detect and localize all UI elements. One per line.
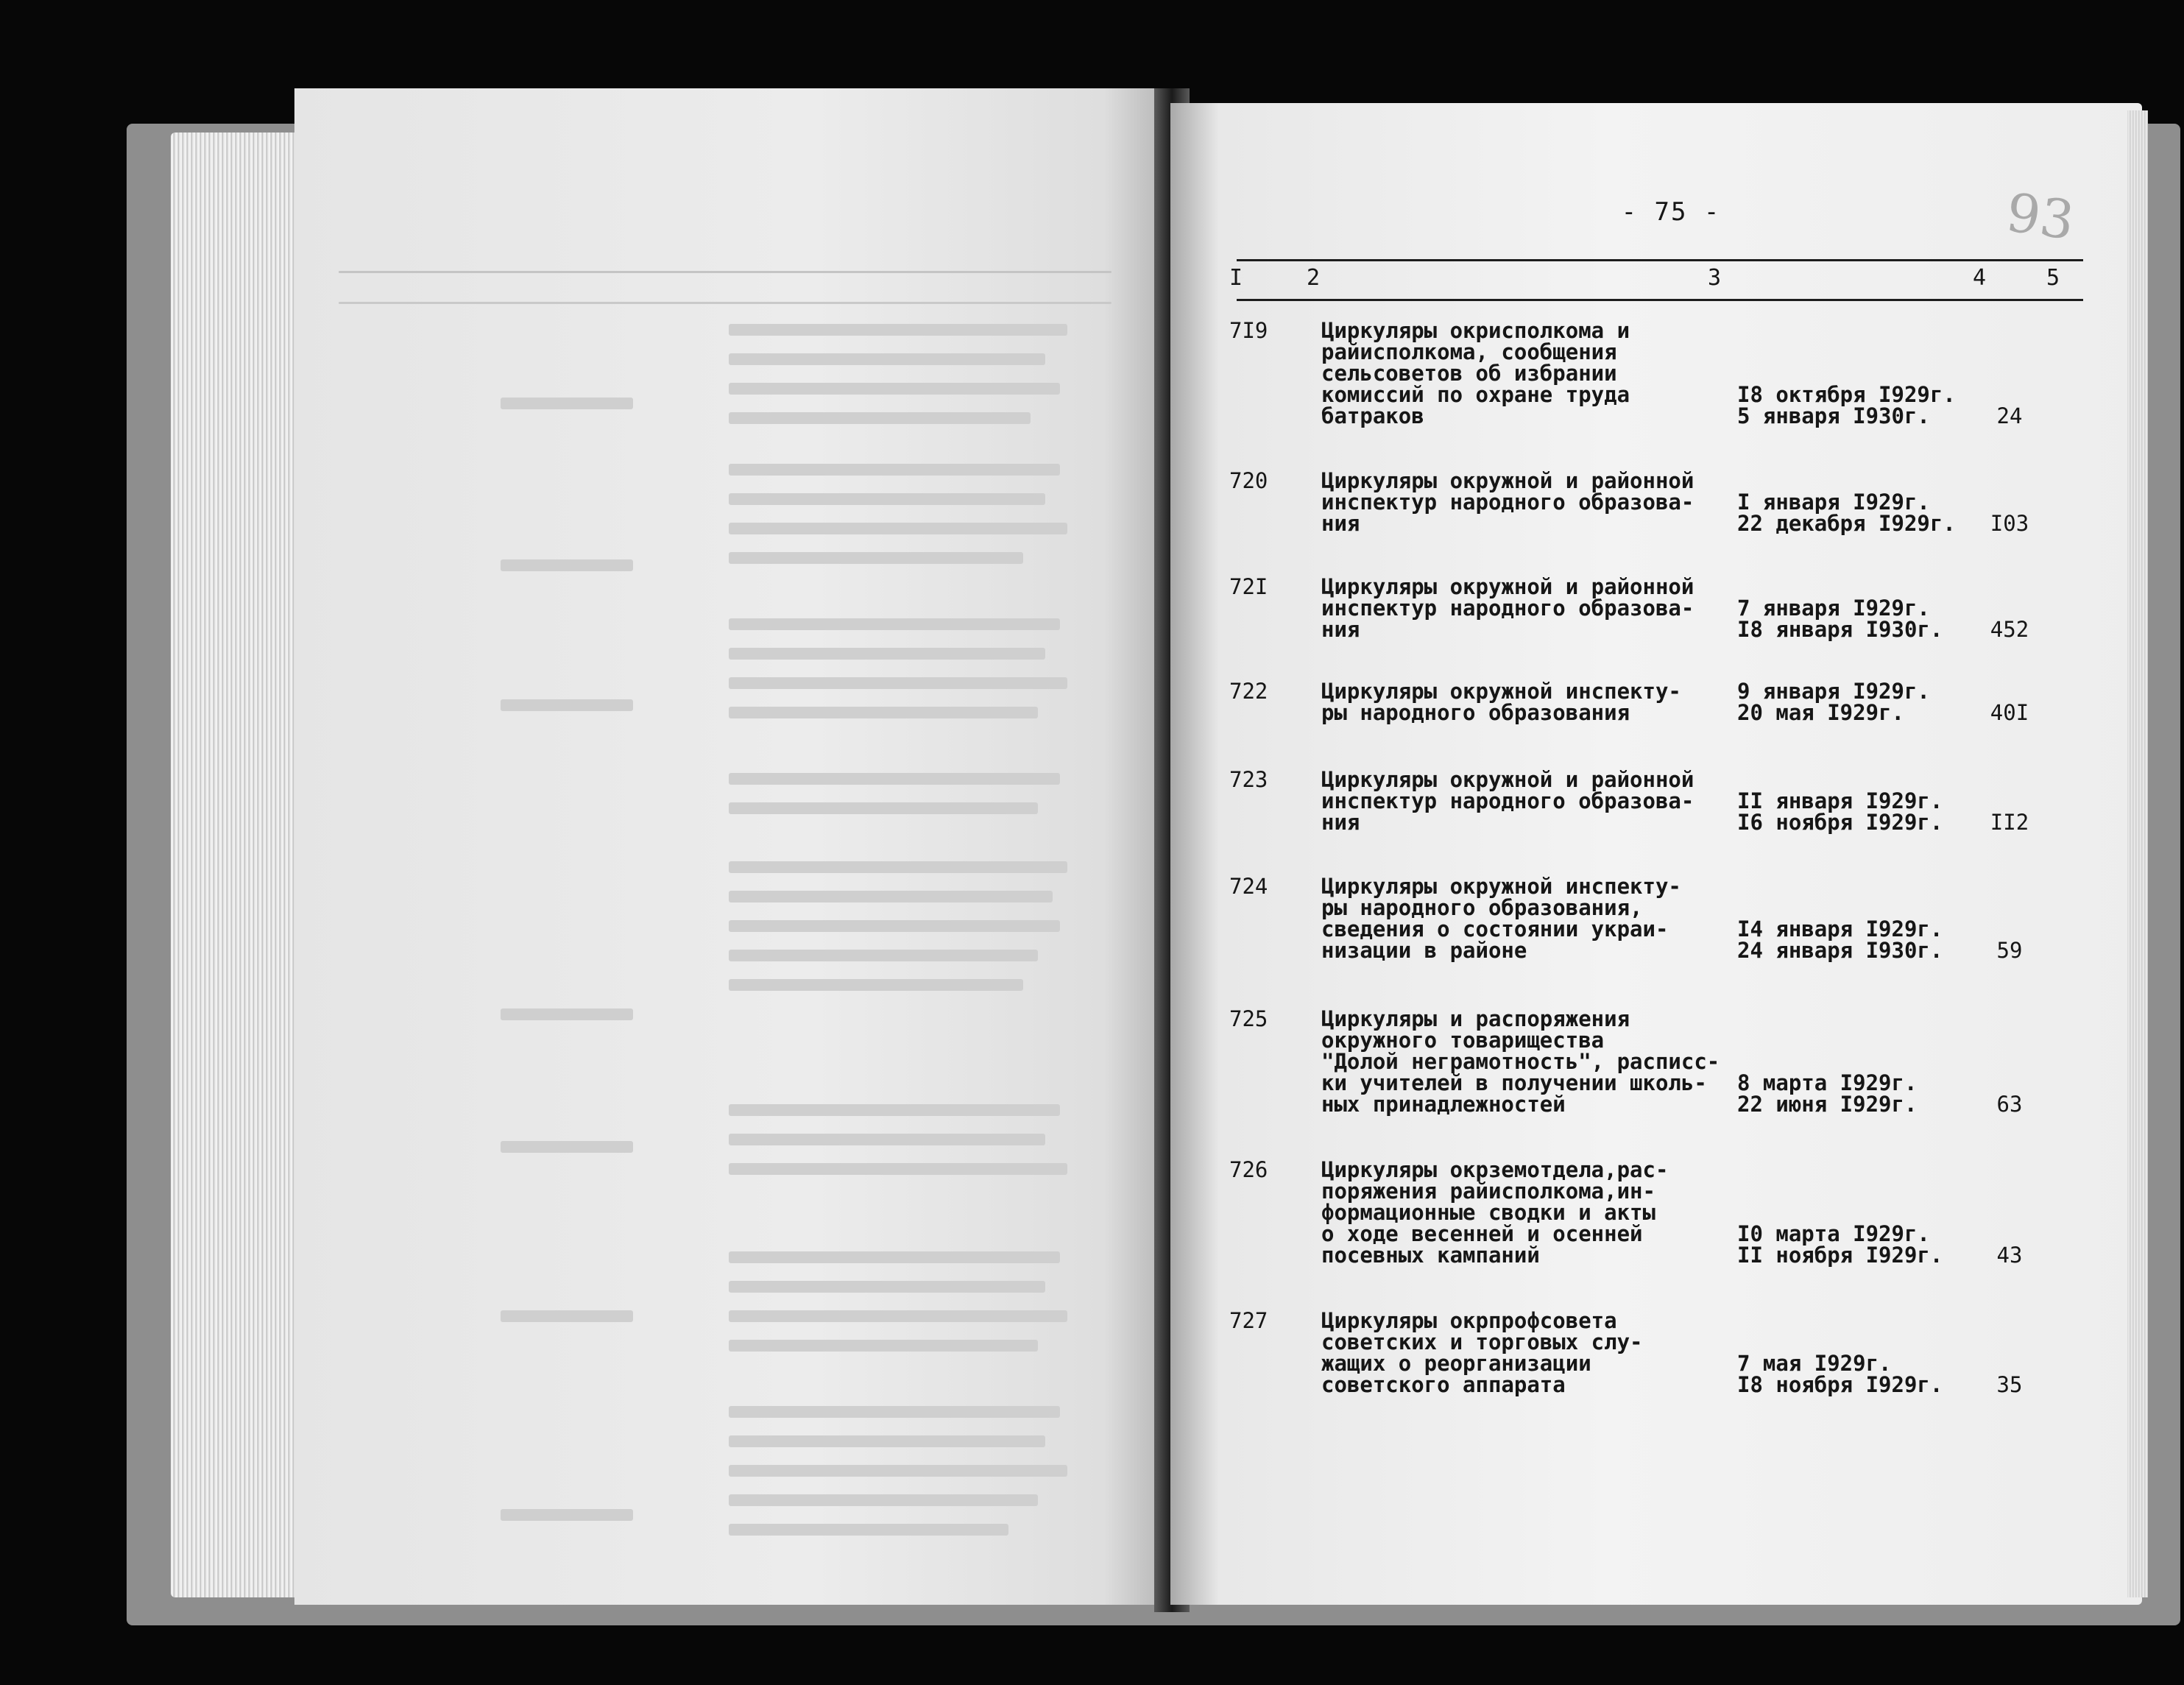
entry-sheet-count: 63 bbox=[1996, 1092, 2023, 1117]
entry-sheet-count: 59 bbox=[1996, 938, 2023, 963]
entry-dates: 7 мая I929г. I8 ноября I929г. bbox=[1737, 1351, 1943, 1397]
left-page bbox=[294, 88, 1156, 1605]
column-5-label: 5 bbox=[2046, 265, 2060, 291]
entry-sheet-count: 35 bbox=[1996, 1372, 2023, 1397]
entry-number: 720 bbox=[1229, 468, 1268, 493]
entry-number: 727 bbox=[1229, 1308, 1268, 1333]
entry-dates: I4 января I929г. 24 января I930г. bbox=[1737, 916, 1943, 963]
entry-dates: II января I929г. I6 ноября I929г. bbox=[1737, 788, 1943, 835]
column-2-label: 2 bbox=[1307, 265, 1321, 291]
column-3-label: 3 bbox=[1708, 265, 1722, 291]
entry-number: 72I bbox=[1229, 574, 1268, 599]
entry-description: Циркуляры окружной и районной инспектур народного образова- ния bbox=[1321, 468, 1694, 536]
entry-dates: I8 октября I929г. 5 января I930г. bbox=[1737, 382, 1956, 428]
entry-sheet-count: II2 bbox=[1990, 810, 2029, 835]
entry-number: 723 bbox=[1229, 767, 1268, 792]
entry-dates: 9 января I929г. 20 мая I929г. bbox=[1737, 679, 1930, 725]
entry-description: Циркуляры окрпрофсовета советских и торговых слу- жащих о реорганизации советского аппарата bbox=[1321, 1308, 1643, 1397]
column-1-label: I bbox=[1229, 265, 1243, 291]
entry-number: 722 bbox=[1229, 679, 1268, 704]
entry-description: Циркуляры окрземотдела,рас- поряжения райисполкома,ин- формационные сводки и акты о ходе весенней и осенней посевных кампаний bbox=[1321, 1157, 1669, 1268]
entry-sheet-count: 452 bbox=[1990, 617, 2029, 642]
entry-description: Циркуляры окружной инспекту- ры народного образования, сведения о состоянии украи- низации в районе bbox=[1321, 874, 1681, 963]
entry-sheet-count: 24 bbox=[1996, 403, 2023, 428]
entry-dates: 8 марта I929г. 22 июня I929г. bbox=[1737, 1070, 1918, 1117]
entry-dates: I0 марта I929г. II ноября I929г. bbox=[1737, 1221, 1943, 1268]
entry-sheet-count: 40I bbox=[1990, 700, 2029, 725]
entry-description: Циркуляры окружной инспекту- ры народного образования bbox=[1321, 679, 1681, 725]
entry-number: 726 bbox=[1229, 1157, 1268, 1182]
header-rule-bottom bbox=[1237, 299, 2083, 301]
pencil-page-mark: 93 bbox=[2002, 181, 2079, 252]
entry-number: 724 bbox=[1229, 874, 1268, 899]
entry-description: Циркуляры окрисполкома и райисполкома, сообщения сельсоветов об избрании комиссий по охране труда батраков bbox=[1321, 318, 1630, 428]
entry-dates: I января I929г. 22 декабря I929г. bbox=[1737, 490, 1956, 536]
entry-description: Циркуляры и распоряжения окружного товарищества "Долой неграмотность", расписс- ки учителей в получении школь- ных принадлежностей bbox=[1321, 1006, 1720, 1117]
page-number: - 75 - bbox=[1621, 197, 1721, 227]
entry-number: 725 bbox=[1229, 1006, 1268, 1031]
entry-description: Циркуляры окружной и районной инспектур народного образова- ния bbox=[1321, 767, 1694, 835]
header-rule-top bbox=[1237, 259, 2083, 261]
column-4-label: 4 bbox=[1973, 265, 1987, 291]
entry-dates: 7 января I929г. I8 января I930г. bbox=[1737, 596, 1943, 642]
entry-sheet-count: I03 bbox=[1990, 511, 2029, 536]
entry-description: Циркуляры окружной и районной инспектур народного образова- ния bbox=[1321, 574, 1694, 642]
entry-sheet-count: 43 bbox=[1996, 1243, 2023, 1268]
right-page-edges bbox=[2127, 110, 2148, 1597]
entry-number: 7I9 bbox=[1229, 318, 1268, 343]
